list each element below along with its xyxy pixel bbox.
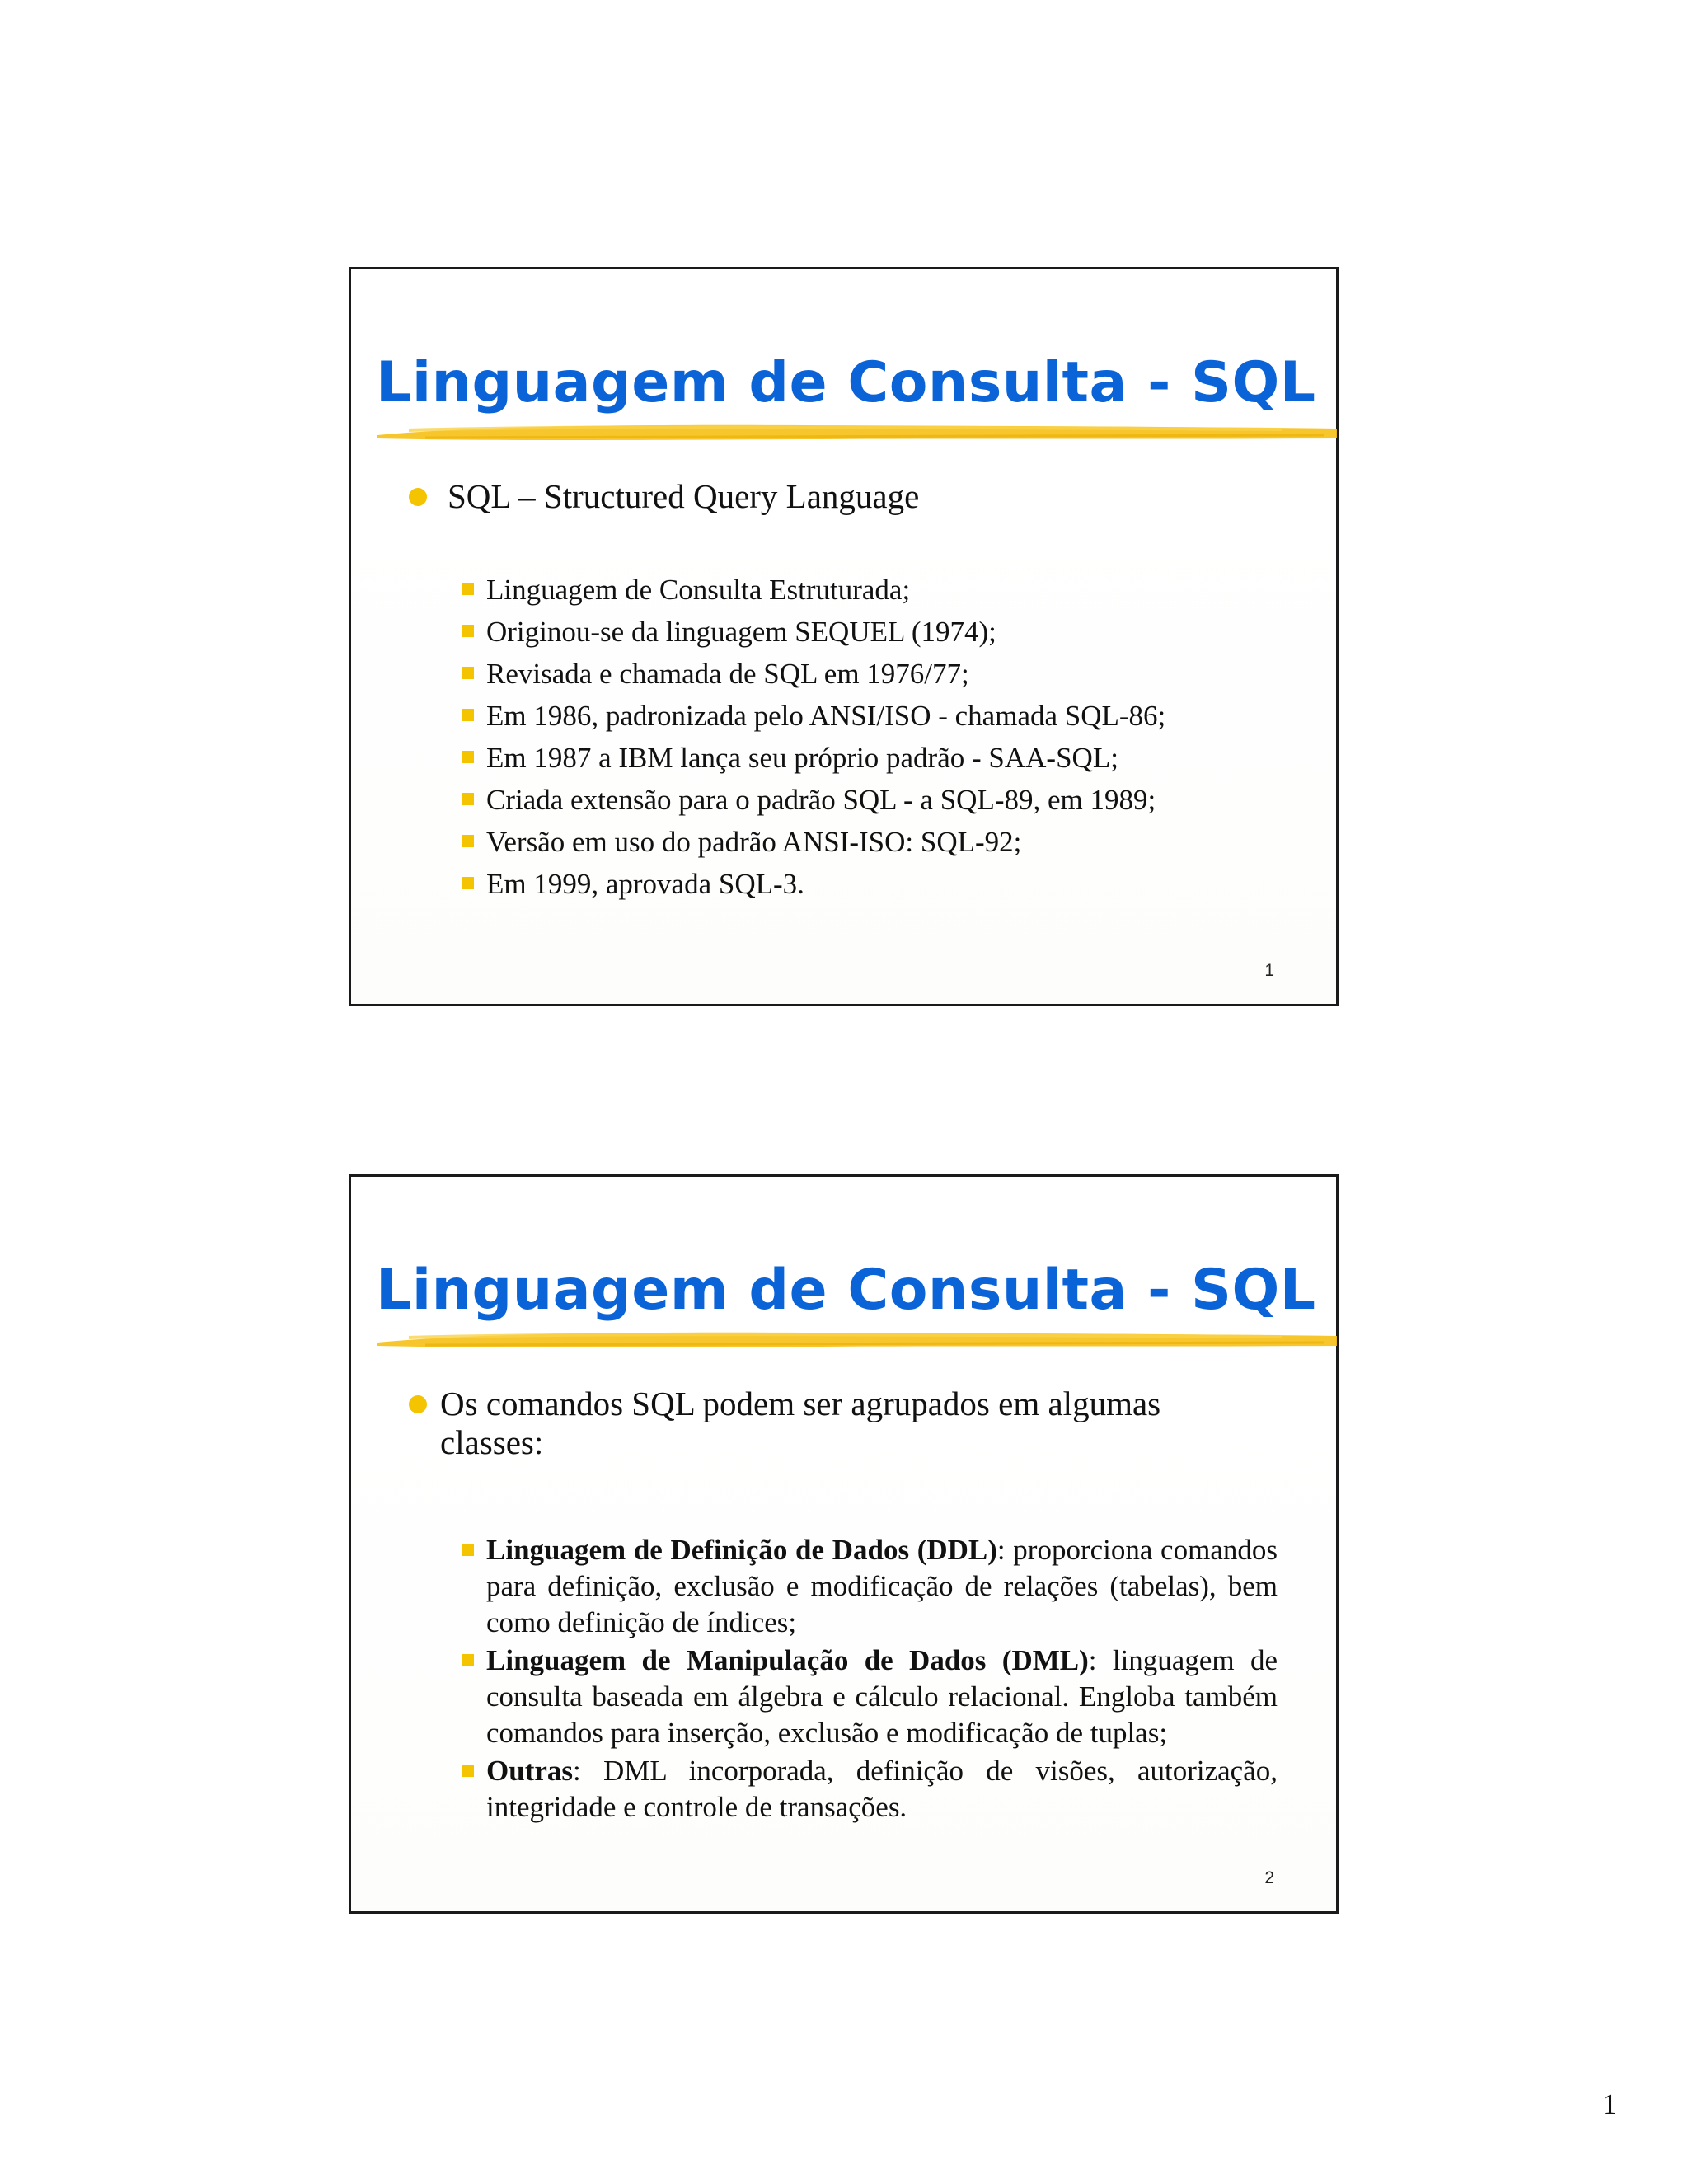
main-bullet-text: SQL – Structured Query Language: [448, 477, 920, 515]
main-bullet-text: Os comandos SQL podem ser agrupados em algumas classes:: [440, 1385, 1161, 1461]
list-item: Em 1999, aprovada SQL-3.: [462, 863, 1286, 905]
square-bullet-icon: [462, 709, 474, 721]
slide-number: 1: [1264, 961, 1274, 980]
square-bullet-icon: [462, 751, 474, 763]
list-item: Linguagem de Manipulação de Dados (DML): linguagem de consulta baseada em álgebra e cálculo relacional. Engloba também comandos para inserção, exclusão e modificação de tuplas;: [462, 1643, 1278, 1751]
sub-bullet-list: [462, 569, 1286, 905]
list-item: Versão em uso do padrão ANSI-ISO: SQL-92;: [462, 821, 1286, 863]
square-bullet-icon: [462, 1654, 474, 1666]
list-item: Em 1987 a IBM lança seu próprio padrão - SAA-SQL;: [462, 737, 1286, 779]
slide-1: [349, 267, 1339, 1006]
square-bullet-icon: [462, 583, 474, 595]
square-bullet-icon: [462, 625, 474, 637]
list-item: Linguagem de Definição de Dados (DDL): proporciona comandos para definição, exclusão e modificação de relações (tabelas), bem como definição de índices;: [462, 1532, 1278, 1641]
square-bullet-icon: [462, 1544, 474, 1556]
list-item: Criada extensão para o padrão SQL - a SQL-89, em 1989;: [462, 779, 1286, 821]
list-item: Outras: DML incorporada, definição de visões, autorização, integridade e controle de transações.: [462, 1753, 1278, 1825]
list-item: Revisada e chamada de SQL em 1976/77;: [462, 653, 1286, 695]
list-item: Originou-se da linguagem SEQUEL (1974);: [462, 611, 1286, 653]
list-item: Linguagem de Consulta Estruturada;: [462, 569, 1286, 611]
slide-title: Linguagem de Consulta - SQL: [376, 350, 1316, 415]
bullet-dot-icon: [409, 1395, 427, 1413]
square-bullet-icon: [462, 793, 474, 805]
square-bullet-icon: [462, 877, 474, 889]
slide-title: Linguagem de Consulta - SQL: [376, 1258, 1316, 1323]
square-bullet-icon: [462, 835, 474, 847]
title-underline-brush: [376, 421, 1339, 446]
title-underline-brush: [376, 1329, 1339, 1353]
slide-2: [349, 1174, 1339, 1914]
slide-number: 2: [1264, 1868, 1274, 1887]
sub-bullet-list: [462, 1532, 1278, 1825]
main-bullet: [409, 1385, 1160, 1462]
list-item: Em 1986, padronizada pelo ANSI/ISO - chamada SQL-86;: [462, 695, 1286, 737]
square-bullet-icon: [462, 667, 474, 679]
bullet-dot-icon: [409, 488, 427, 506]
square-bullet-icon: [462, 1765, 474, 1777]
page-number: 1: [1602, 2088, 1617, 2121]
main-bullet: [409, 477, 919, 516]
